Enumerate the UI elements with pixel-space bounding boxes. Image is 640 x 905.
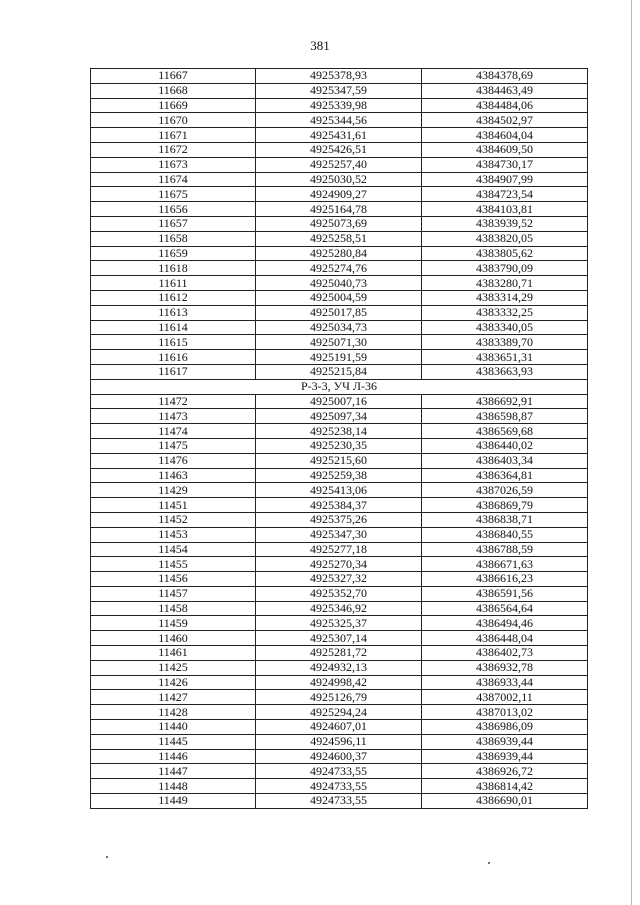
y-coordinate-cell: 4386838,71: [422, 512, 588, 527]
x-coordinate-cell: 4925344,56: [256, 113, 422, 128]
x-coordinate-cell: 4925215,60: [256, 453, 422, 468]
y-coordinate-cell: 4386869,79: [422, 498, 588, 513]
y-coordinate-cell: 4383389,70: [422, 335, 588, 350]
y-coordinate-cell: 4383939,52: [422, 216, 588, 231]
table-row: [91, 216, 588, 231]
point-number-cell: 11440: [91, 720, 256, 735]
table-row: [91, 794, 588, 809]
table-row: [91, 646, 588, 661]
point-number-cell: 11674: [91, 172, 256, 187]
point-number-cell: 11459: [91, 616, 256, 631]
table-row: [91, 453, 588, 468]
point-number-cell: 11476: [91, 453, 256, 468]
table-row: [91, 305, 588, 320]
x-coordinate-cell: 4925259,38: [256, 468, 422, 483]
table-row: [91, 601, 588, 616]
y-coordinate-cell: 4384604,04: [422, 128, 588, 143]
point-number-cell: 11449: [91, 794, 256, 809]
table-row: [91, 364, 588, 379]
y-coordinate-cell: 4386933,44: [422, 675, 588, 690]
y-coordinate-cell: 4386932,78: [422, 660, 588, 675]
table-row: [91, 468, 588, 483]
x-coordinate-cell: 4925164,78: [256, 202, 422, 217]
point-number-cell: 11658: [91, 231, 256, 246]
table-row: [91, 409, 588, 424]
x-coordinate-cell: 4925238,14: [256, 424, 422, 439]
table-row: [91, 231, 588, 246]
table-row: [91, 187, 588, 202]
table-row: [91, 290, 588, 305]
x-coordinate-cell: 4924733,55: [256, 764, 422, 779]
table-row: [91, 350, 588, 365]
y-coordinate-cell: 4387026,59: [422, 483, 588, 498]
point-number-cell: 11668: [91, 83, 256, 98]
table-row: [91, 438, 588, 453]
point-number-cell: 11446: [91, 749, 256, 764]
y-coordinate-cell: 4386840,55: [422, 527, 588, 542]
point-number-cell: 11614: [91, 320, 256, 335]
coordinates-table: [90, 68, 588, 809]
table-row: [91, 749, 588, 764]
point-number-cell: 11452: [91, 512, 256, 527]
y-coordinate-cell: 4384907,99: [422, 172, 588, 187]
table-row: [91, 498, 588, 513]
y-coordinate-cell: 4383663,93: [422, 364, 588, 379]
y-coordinate-cell: 4386692,91: [422, 394, 588, 409]
y-coordinate-cell: 4383805,62: [422, 246, 588, 261]
point-number-cell: 11671: [91, 128, 256, 143]
point-number-cell: 11425: [91, 660, 256, 675]
point-number-cell: 11656: [91, 202, 256, 217]
point-number-cell: 11672: [91, 142, 256, 157]
x-coordinate-cell: 4925071,30: [256, 335, 422, 350]
point-number-cell: 11447: [91, 764, 256, 779]
x-coordinate-cell: 4925126,79: [256, 690, 422, 705]
y-coordinate-cell: 4386403,34: [422, 453, 588, 468]
x-coordinate-cell: 4925274,76: [256, 261, 422, 276]
scan-speck: [106, 856, 108, 858]
table-row: [91, 276, 588, 291]
point-number-cell: 11615: [91, 335, 256, 350]
table-row: [91, 690, 588, 705]
y-coordinate-cell: 4384103,81: [422, 202, 588, 217]
table-row: [91, 157, 588, 172]
table-row: [91, 557, 588, 572]
point-number-cell: 11463: [91, 468, 256, 483]
point-number-cell: 11454: [91, 542, 256, 557]
y-coordinate-cell: 4386671,63: [422, 557, 588, 572]
point-number-cell: 11461: [91, 646, 256, 661]
section-title: Р-3-3, УЧ Л-36: [91, 379, 588, 394]
x-coordinate-cell: 4924733,55: [256, 779, 422, 794]
x-coordinate-cell: 4925004,59: [256, 290, 422, 305]
x-coordinate-cell: 4925258,51: [256, 231, 422, 246]
y-coordinate-cell: 4386569,68: [422, 424, 588, 439]
y-coordinate-cell: 4386939,44: [422, 734, 588, 749]
x-coordinate-cell: 4925352,70: [256, 586, 422, 601]
point-number-cell: 11616: [91, 350, 256, 365]
y-coordinate-cell: 4386591,56: [422, 586, 588, 601]
x-coordinate-cell: 4925413,06: [256, 483, 422, 498]
point-number-cell: 11456: [91, 572, 256, 587]
x-coordinate-cell: 4925257,40: [256, 157, 422, 172]
point-number-cell: 11617: [91, 364, 256, 379]
table-row: [91, 527, 588, 542]
table-row: [91, 172, 588, 187]
table-row: [91, 83, 588, 98]
point-number-cell: 11458: [91, 601, 256, 616]
table-row: [91, 335, 588, 350]
y-coordinate-cell: 4384723,54: [422, 187, 588, 202]
y-coordinate-cell: 4383332,25: [422, 305, 588, 320]
y-coordinate-cell: 4387013,02: [422, 705, 588, 720]
point-number-cell: 11618: [91, 261, 256, 276]
y-coordinate-cell: 4387002,11: [422, 690, 588, 705]
point-number-cell: 11457: [91, 586, 256, 601]
point-number-cell: 11445: [91, 734, 256, 749]
x-coordinate-cell: 4924607,01: [256, 720, 422, 735]
scan-edge: [631, 0, 632, 905]
point-number-cell: 11426: [91, 675, 256, 690]
table-row: [91, 660, 588, 675]
y-coordinate-cell: 4384378,69: [422, 69, 588, 84]
y-coordinate-cell: 4383651,31: [422, 350, 588, 365]
y-coordinate-cell: 4386986,09: [422, 720, 588, 735]
x-coordinate-cell: 4925097,34: [256, 409, 422, 424]
y-coordinate-cell: 4384484,06: [422, 98, 588, 113]
point-number-cell: 11673: [91, 157, 256, 172]
table-row: [91, 586, 588, 601]
table-row: [91, 320, 588, 335]
x-coordinate-cell: 4925073,69: [256, 216, 422, 231]
table-row: [91, 764, 588, 779]
table-row: [91, 261, 588, 276]
y-coordinate-cell: 4384609,50: [422, 142, 588, 157]
y-coordinate-cell: 4386788,59: [422, 542, 588, 557]
x-coordinate-cell: 4924733,55: [256, 794, 422, 809]
x-coordinate-cell: 4925007,16: [256, 394, 422, 409]
y-coordinate-cell: 4384463,49: [422, 83, 588, 98]
x-coordinate-cell: 4925191,59: [256, 350, 422, 365]
point-number-cell: 11657: [91, 216, 256, 231]
page-number: 381: [310, 38, 330, 53]
x-coordinate-cell: 4924932,13: [256, 660, 422, 675]
y-coordinate-cell: 4383340,05: [422, 320, 588, 335]
point-number-cell: 11451: [91, 498, 256, 513]
x-coordinate-cell: 4925339,98: [256, 98, 422, 113]
x-coordinate-cell: 4925017,85: [256, 305, 422, 320]
point-number-cell: 11475: [91, 438, 256, 453]
table-row: [91, 424, 588, 439]
point-number-cell: 11659: [91, 246, 256, 261]
x-coordinate-cell: 4925347,59: [256, 83, 422, 98]
x-coordinate-cell: 4925281,72: [256, 646, 422, 661]
table-row: [91, 142, 588, 157]
x-coordinate-cell: 4925034,73: [256, 320, 422, 335]
x-coordinate-cell: 4925346,92: [256, 601, 422, 616]
table-row: [91, 734, 588, 749]
y-coordinate-cell: 4384730,17: [422, 157, 588, 172]
x-coordinate-cell: 4924600,37: [256, 749, 422, 764]
point-number-cell: 11474: [91, 424, 256, 439]
point-number-cell: 11448: [91, 779, 256, 794]
point-number-cell: 11453: [91, 527, 256, 542]
point-number-cell: 11473: [91, 409, 256, 424]
y-coordinate-cell: 4386564,64: [422, 601, 588, 616]
x-coordinate-cell: 4925384,37: [256, 498, 422, 513]
y-coordinate-cell: 4383820,05: [422, 231, 588, 246]
y-coordinate-cell: 4383280,71: [422, 276, 588, 291]
x-coordinate-cell: 4925325,37: [256, 616, 422, 631]
table-row: [91, 202, 588, 217]
x-coordinate-cell: 4924998,42: [256, 675, 422, 690]
y-coordinate-cell: 4386926,72: [422, 764, 588, 779]
point-number-cell: 11429: [91, 483, 256, 498]
y-coordinate-cell: 4386364,81: [422, 468, 588, 483]
x-coordinate-cell: 4924909,27: [256, 187, 422, 202]
table-row: [91, 128, 588, 143]
x-coordinate-cell: 4925347,30: [256, 527, 422, 542]
table-row: [91, 720, 588, 735]
x-coordinate-cell: 4925375,26: [256, 512, 422, 527]
table-row: [91, 394, 588, 409]
y-coordinate-cell: 4386494,46: [422, 616, 588, 631]
point-number-cell: 11427: [91, 690, 256, 705]
coordinates-table-body: [91, 69, 588, 809]
x-coordinate-cell: 4925030,52: [256, 172, 422, 187]
point-number-cell: 11667: [91, 69, 256, 84]
x-coordinate-cell: 4924596,11: [256, 734, 422, 749]
point-number-cell: 11613: [91, 305, 256, 320]
point-number-cell: 11611: [91, 276, 256, 291]
table-row: [91, 512, 588, 527]
table-row: [91, 542, 588, 557]
x-coordinate-cell: 4925294,24: [256, 705, 422, 720]
x-coordinate-cell: 4925270,34: [256, 557, 422, 572]
x-coordinate-cell: 4925378,93: [256, 69, 422, 84]
point-number-cell: 11612: [91, 290, 256, 305]
x-coordinate-cell: 4925215,84: [256, 364, 422, 379]
x-coordinate-cell: 4925431,61: [256, 128, 422, 143]
y-coordinate-cell: 4386402,73: [422, 646, 588, 661]
y-coordinate-cell: 4383790,09: [422, 261, 588, 276]
y-coordinate-cell: 4386616,23: [422, 572, 588, 587]
point-number-cell: 11675: [91, 187, 256, 202]
point-number-cell: 11669: [91, 98, 256, 113]
table-row: [91, 69, 588, 84]
table-row: [91, 779, 588, 794]
y-coordinate-cell: 4383314,29: [422, 290, 588, 305]
table-row: [91, 572, 588, 587]
table-row: [91, 631, 588, 646]
x-coordinate-cell: 4925230,35: [256, 438, 422, 453]
point-number-cell: 11460: [91, 631, 256, 646]
point-number-cell: 11455: [91, 557, 256, 572]
x-coordinate-cell: 4925307,14: [256, 631, 422, 646]
table-row: [91, 705, 588, 720]
y-coordinate-cell: 4386939,44: [422, 749, 588, 764]
y-coordinate-cell: 4386814,42: [422, 779, 588, 794]
point-number-cell: 11472: [91, 394, 256, 409]
table-row: [91, 616, 588, 631]
x-coordinate-cell: 4925277,18: [256, 542, 422, 557]
x-coordinate-cell: 4925280,84: [256, 246, 422, 261]
y-coordinate-cell: 4386690,01: [422, 794, 588, 809]
x-coordinate-cell: 4925426,51: [256, 142, 422, 157]
point-number-cell: 11428: [91, 705, 256, 720]
table-row: [91, 675, 588, 690]
table-row: [91, 113, 588, 128]
y-coordinate-cell: 4386448,04: [422, 631, 588, 646]
section-header-row: [91, 379, 588, 394]
table-row: [91, 98, 588, 113]
y-coordinate-cell: 4386440,02: [422, 438, 588, 453]
y-coordinate-cell: 4384502,97: [422, 113, 588, 128]
scan-speck: [488, 862, 490, 864]
y-coordinate-cell: 4386598,87: [422, 409, 588, 424]
table-row: [91, 483, 588, 498]
x-coordinate-cell: 4925327,32: [256, 572, 422, 587]
table-row: [91, 246, 588, 261]
x-coordinate-cell: 4925040,73: [256, 276, 422, 291]
point-number-cell: 11670: [91, 113, 256, 128]
